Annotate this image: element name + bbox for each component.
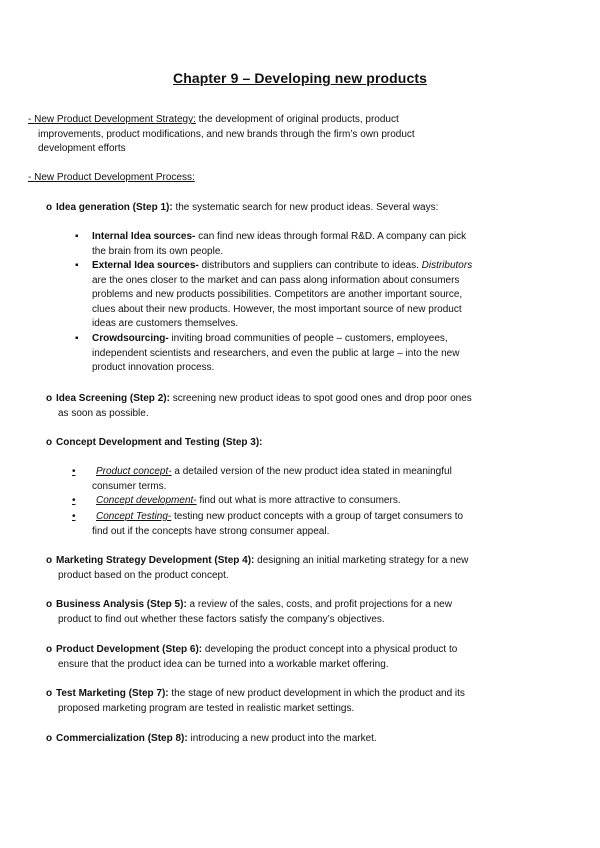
concept-product-concept bbox=[72, 465, 552, 494]
square-bullet-icon: ▪ bbox=[75, 260, 79, 271]
internal-sources-line-2: the brain from its own people. bbox=[92, 245, 224, 257]
idea-source-crowdsourcing bbox=[75, 332, 547, 376]
external-sources-line-2: are the ones closer to the market and can pass along information about consumers bbox=[92, 274, 460, 286]
step-marker: o bbox=[46, 437, 53, 448]
step-7-label: Test Marketing (Step 7): bbox=[56, 688, 169, 699]
step-2-line-1: screening new product ideas to spot good ones and drop poor ones bbox=[169, 393, 472, 404]
step-4-label: Marketing Strategy Development (Step 4): bbox=[56, 555, 255, 566]
step-7-test-marketing bbox=[46, 687, 546, 716]
external-sources-italic: Distributors bbox=[421, 260, 473, 271]
round-bullet-icon: • bbox=[72, 511, 76, 522]
step-8-label: Commercialization (Step 8): bbox=[56, 733, 188, 744]
step-5-label: Business Analysis (Step 5): bbox=[56, 599, 187, 610]
step-1-idea-generation bbox=[46, 201, 546, 216]
concept-development-label: Concept development- bbox=[96, 495, 197, 506]
step-6-label: Product Development (Step 6): bbox=[56, 644, 203, 655]
idea-source-external bbox=[75, 259, 547, 332]
round-bullet-icon: • bbox=[72, 466, 76, 477]
step-6-product-development bbox=[46, 643, 546, 672]
step-marker: o bbox=[46, 644, 53, 655]
step-marker: o bbox=[46, 599, 53, 610]
step-1-text: the systematic search for new product ideas. Several ways: bbox=[172, 202, 439, 213]
external-sources-line-5: ideas are customers themselves. bbox=[92, 318, 239, 329]
product-concept-label: Product concept- bbox=[96, 466, 172, 477]
external-sources-line-4: clues about their new products. However, the most important source of new product bbox=[92, 303, 462, 315]
step-4-line-1: designing an initial marketing strategy for a new bbox=[254, 555, 469, 566]
step-2-label: Idea Screening (Step 2): bbox=[56, 393, 170, 404]
concept-testing bbox=[72, 510, 552, 539]
step-2-line-2: as soon as possible. bbox=[58, 407, 149, 419]
square-bullet-icon: ▪ bbox=[75, 231, 79, 242]
npd-strategy-definition bbox=[28, 113, 548, 157]
step-4-line-2: product based on the product concept. bbox=[58, 569, 229, 581]
square-bullet-icon: ▪ bbox=[75, 333, 79, 344]
crowdsourcing-line-3: product innovation process. bbox=[92, 362, 215, 373]
step-7-line-1: the stage of new product development in which the product and its bbox=[168, 688, 465, 699]
external-sources-label: External Idea sources- bbox=[92, 260, 199, 271]
step-5-line-1: a review of the sales, costs, and profit projections for a new bbox=[186, 599, 452, 610]
internal-sources-label: Internal Idea sources- bbox=[92, 231, 196, 242]
step-6-line-2: ensure that the product idea can be turned into a workable market offering. bbox=[58, 658, 389, 670]
page-title: Chapter 9 – Developing new products bbox=[173, 70, 427, 86]
npd-strategy-line-2: improvements, product modifications, and new brands through the firm’s own product bbox=[38, 128, 415, 140]
internal-sources-line-1: can find new ideas through formal R&D. A company can pick bbox=[195, 231, 467, 242]
crowdsourcing-label: Crowdsourcing- bbox=[92, 333, 169, 344]
npd-strategy-text: the development of original products, product bbox=[195, 114, 399, 125]
npd-strategy-line-3: development efforts bbox=[38, 143, 126, 154]
npd-strategy-prefix: - bbox=[28, 114, 35, 125]
step-3-concept-development bbox=[46, 436, 546, 451]
round-bullet-icon: • bbox=[72, 495, 76, 506]
npd-strategy-label: New Product Development Strategy: bbox=[34, 114, 196, 125]
step-7-line-2: proposed marketing program are tested in realistic market settings. bbox=[58, 702, 355, 714]
step-4-marketing-strategy bbox=[46, 554, 546, 583]
product-concept-line-2: consumer terms. bbox=[92, 480, 167, 492]
external-sources-line-3: problems and new products possibilities. Competitors are another important source, bbox=[92, 289, 463, 300]
npd-process-label: New Product Development Process: bbox=[34, 172, 195, 183]
concept-testing-line-1: testing new product concepts with a group of target consumers to bbox=[171, 511, 464, 522]
crowdsourcing-line-1: inviting broad communities of people – customers, employees, bbox=[168, 333, 448, 344]
concept-development bbox=[72, 494, 552, 509]
step-2-idea-screening bbox=[46, 392, 546, 421]
step-marker: o bbox=[46, 688, 53, 699]
step-6-line-1: developing the product concept into a physical product to bbox=[202, 644, 458, 655]
step-marker: o bbox=[46, 733, 53, 744]
concept-testing-line-2: find out if the concepts have strong consumer appeal. bbox=[92, 525, 330, 537]
concept-testing-label: Concept Testing- bbox=[96, 511, 172, 522]
step-5-line-2: product to find out whether these factors satisfy the company’s objectives. bbox=[58, 613, 385, 625]
step-marker: o bbox=[46, 202, 53, 213]
step-5-business-analysis bbox=[46, 598, 546, 627]
step-8-line-1: introducing a new product into the market. bbox=[187, 733, 377, 744]
step-8-commercialization bbox=[46, 732, 546, 747]
idea-source-internal bbox=[75, 230, 547, 259]
crowdsourcing-line-2: independent scientists and researchers, and even the public at large – into the new bbox=[92, 347, 460, 359]
concept-development-line-1: find out what is more attractive to consumers. bbox=[196, 495, 401, 506]
npd-process-heading bbox=[28, 171, 548, 186]
step-3-label: Concept Development and Testing (Step 3): bbox=[56, 437, 263, 448]
step-1-label: Idea generation (Step 1): bbox=[56, 202, 173, 213]
step-marker: o bbox=[46, 555, 53, 566]
external-sources-line-1: distributors and suppliers can contribute to ideas. bbox=[198, 260, 422, 271]
product-concept-line-1: a detailed version of the new product idea stated in meaningful bbox=[171, 466, 452, 477]
step-marker: o bbox=[46, 393, 53, 404]
npd-process-prefix: - bbox=[28, 172, 35, 183]
